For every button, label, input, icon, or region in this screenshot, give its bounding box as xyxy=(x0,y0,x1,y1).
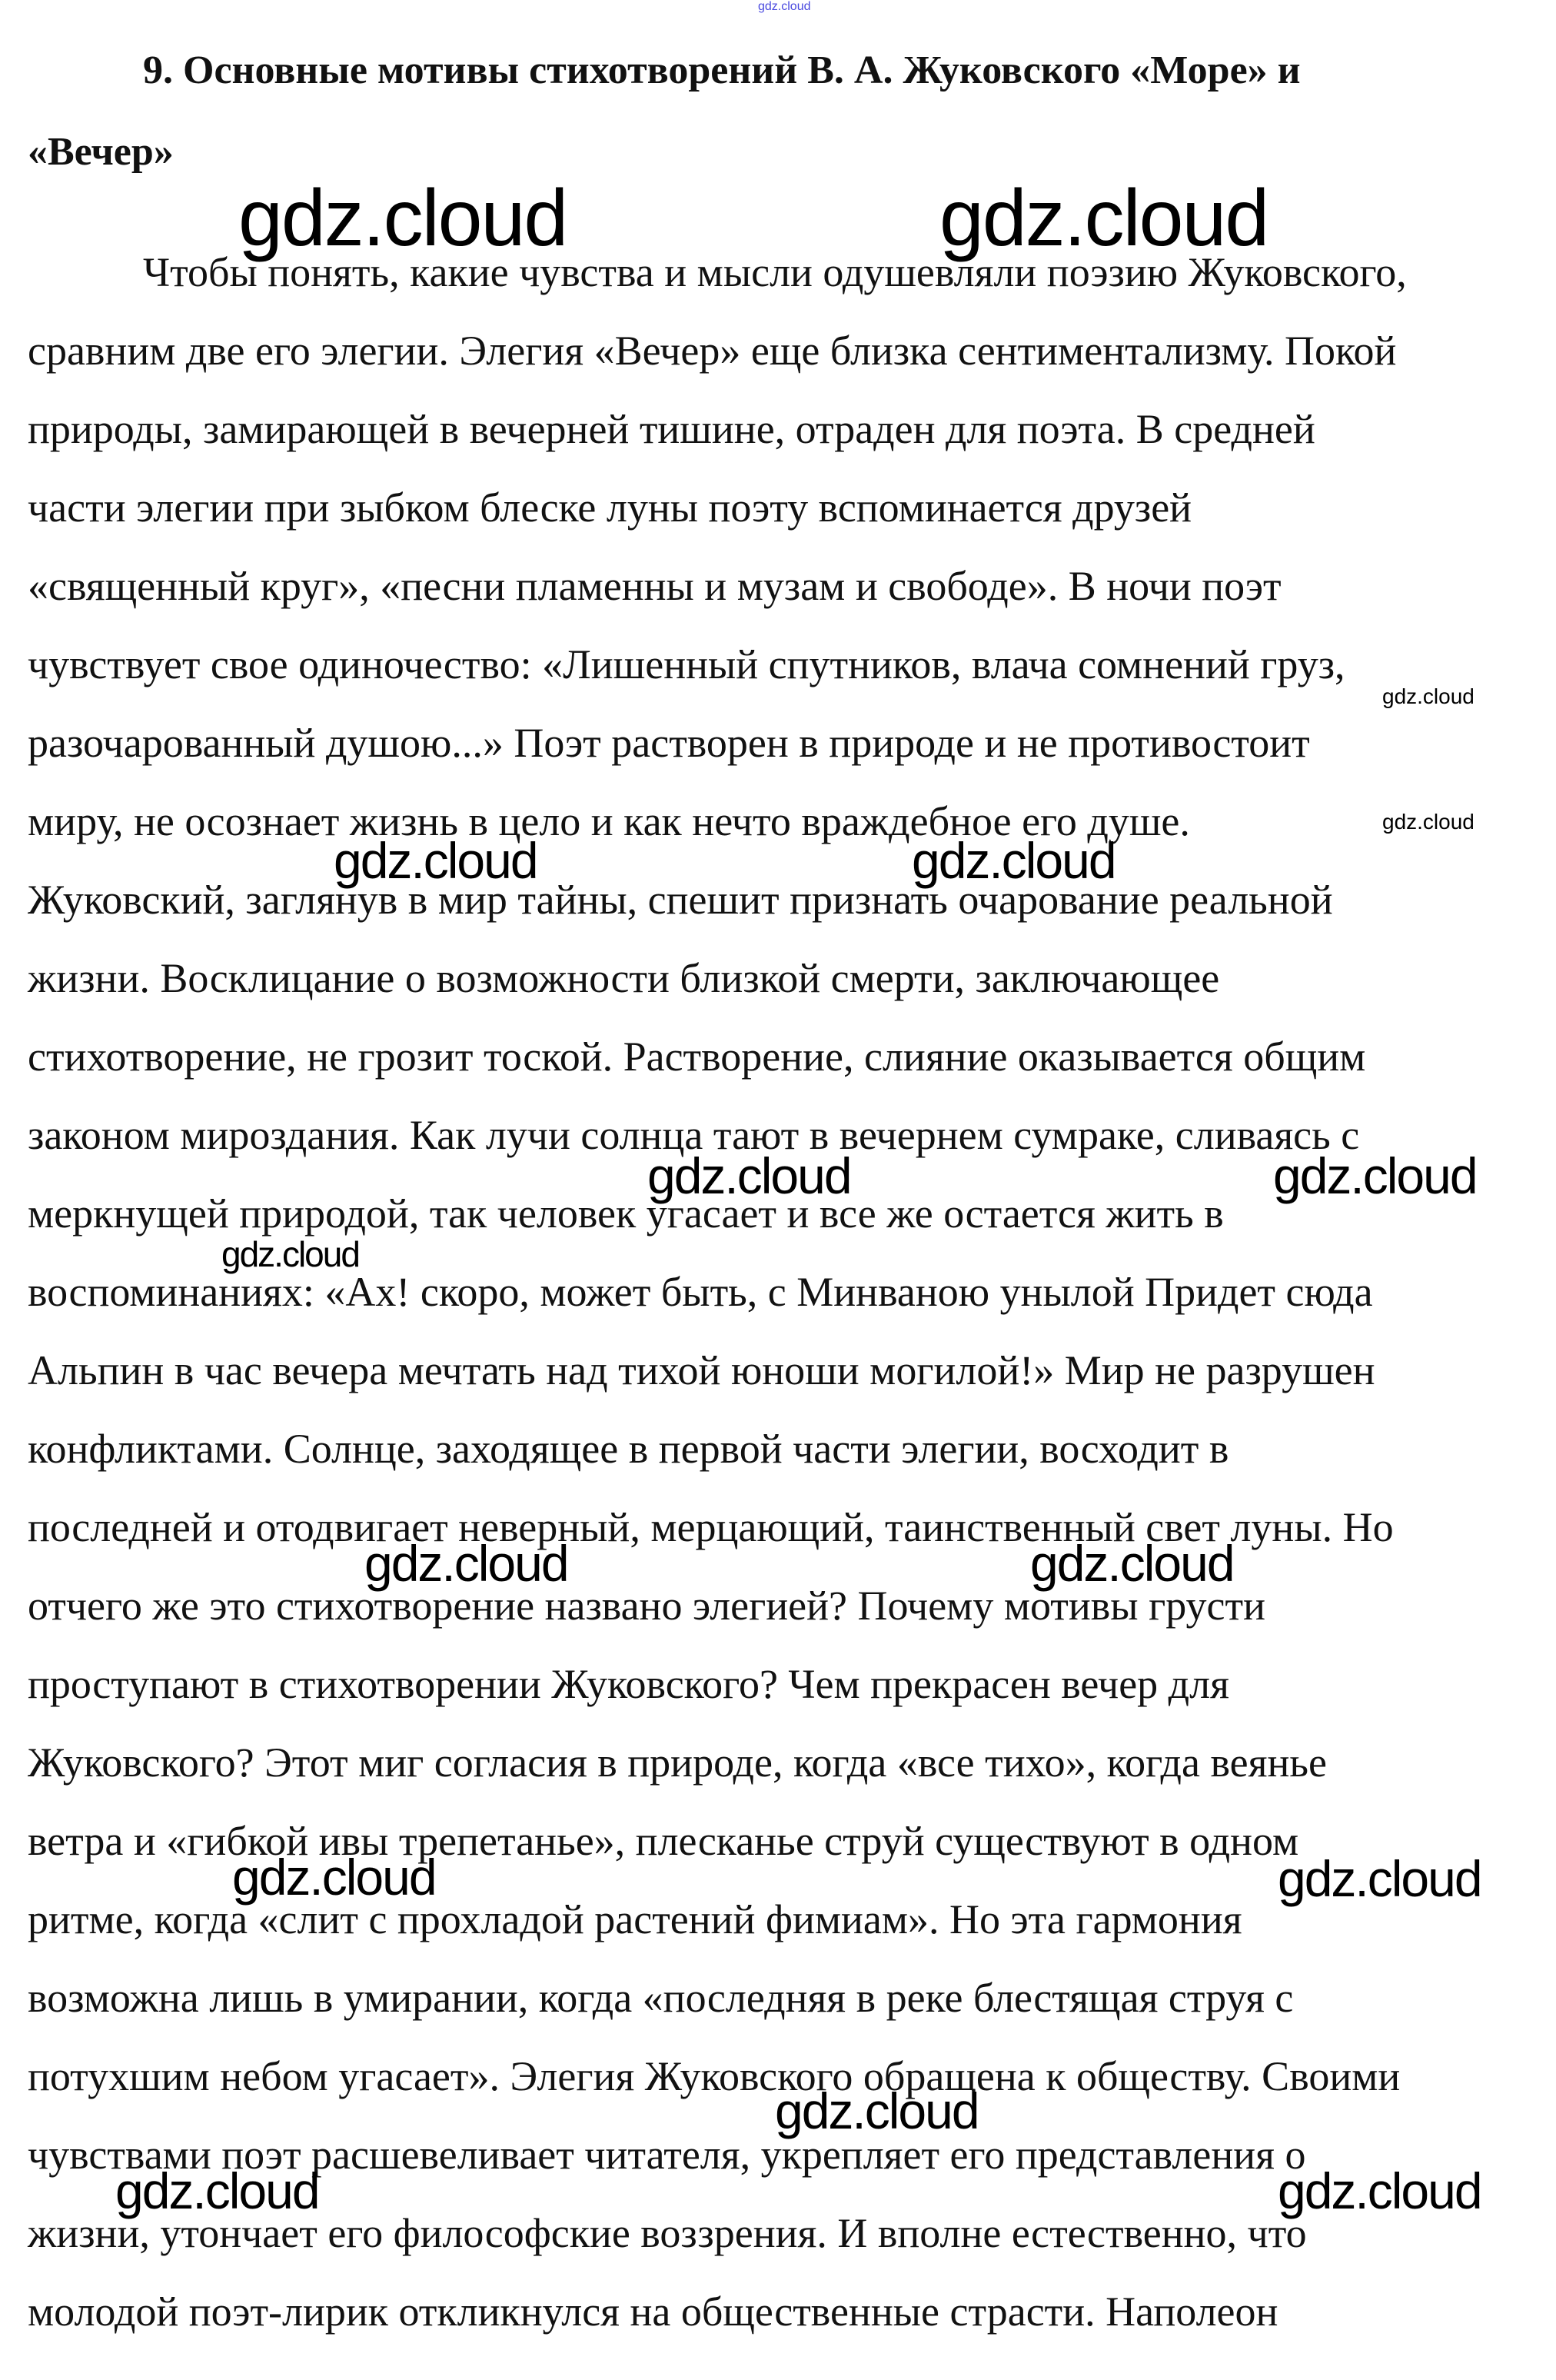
text-line: Жуковского? Этот миг согласия в природе, когда «все тихо», когда веянье xyxy=(28,1739,1327,1786)
text-line: жизни. Восклицание о возможности близкой смерти, заключающее xyxy=(28,955,1220,1001)
text-line: части элегии при зыбком блеске луны поэту вспоминается друзей xyxy=(28,484,1192,531)
text-line: сравним две его элегии. Элегия «Вечер» еще близка сентиментализму. Покой xyxy=(28,328,1397,374)
text-line: разочарованный душою...» Поэт растворен в природе и не противостоит xyxy=(28,720,1310,766)
watermark: gdz.cloud xyxy=(1382,684,1475,708)
text-line: потухшим небом угасает». Элегия Жуковского обращена к обществу. Своими xyxy=(28,2053,1401,2099)
text-line: ветра и «гибкой ивы трепетанье», плесканье струй существуют в одном xyxy=(28,1818,1299,1864)
watermark: gdz.cloud xyxy=(115,2162,319,2219)
text-line: воспоминаниях: «Ах! скоро, может быть, с Минваною унылой Придет сюда xyxy=(28,1269,1373,1315)
text-line: проступают в стихотворении Жуковского? Чем прекрасен вечер для xyxy=(28,1661,1229,1707)
text-line: Альпин в час вечера мечтать над тихой юноши могилой!» Мир не разрушен xyxy=(28,1347,1375,1393)
watermark: gdz.cloud xyxy=(1273,1147,1477,1204)
watermark: gdz.cloud xyxy=(1030,1535,1234,1592)
text-line: возможна лишь в умирании, когда «последняя в реке блестящая струя с xyxy=(28,1975,1294,2021)
watermark: gdz.cloud xyxy=(1278,2162,1481,2219)
text-line: чувствует свое одиночество: «Лишенный спутников, влача сомнений груз, xyxy=(28,641,1345,687)
text-line: конфликтами. Солнце, заходящее в первой части элегии, восходит в xyxy=(28,1426,1229,1472)
watermark: gdz.cloud xyxy=(775,2082,979,2139)
watermark: gdz.cloud xyxy=(334,832,537,889)
text-line: молодой поэт-лирик откликнулся на общественные страсти. Наполеон xyxy=(28,2288,1278,2335)
watermark: gdz.cloud xyxy=(1382,810,1475,834)
text-line: законом мироздания. Как лучи солнца тают в вечернем сумраке, сливаясь с xyxy=(28,1112,1360,1158)
text-line: Жуковский, заглянув в мир тайны, спешит признать очарование реальной xyxy=(28,877,1333,923)
watermark: gdz.cloud xyxy=(1278,1850,1481,1907)
text-line: отчего же это стихотворение названо элегией? Почему мотивы грусти xyxy=(28,1583,1265,1629)
watermark: gdz.cloud xyxy=(939,174,1268,263)
watermark: gdz.cloud xyxy=(238,174,567,263)
text-line: миру, не осознает жизнь в цело и как нечто враждебное его душе. xyxy=(28,798,1190,844)
document-body xyxy=(28,233,1542,2351)
document-title: 9. Основные мотивы стихотворений В. А. Жуковского «Море» и xyxy=(143,48,1301,92)
watermark: gdz.cloud xyxy=(232,1849,436,1906)
text-line: «священный круг», «песни пламенны и музам и свободе». В ночи поэт xyxy=(28,563,1282,609)
document-title-continued: «Вечер» xyxy=(28,130,174,174)
text-line: ритме, когда «слит с прохладой растений фимиам». Но эта гармония xyxy=(28,1896,1242,1942)
text-line: стихотворение, не грозит тоской. Растворение, слияние оказывается общим xyxy=(28,1034,1366,1080)
text-line: чувствами поэт расшевеливает читателя, укрепляет его представления о xyxy=(28,2132,1306,2178)
watermark: gdz.cloud xyxy=(364,1535,568,1592)
header-watermark: gdz.cloud xyxy=(758,0,811,13)
watermark: gdz.cloud xyxy=(647,1147,851,1204)
text-line: последней и отодвигает неверный, мерцающий, таинственный свет луны. Но xyxy=(28,1504,1394,1550)
text-line: Чтобы понять, какие чувства и мысли одушевляли поэзию Жуковского, xyxy=(143,249,1407,295)
text-line: жизни, утончает его философские воззрения. И вполне естественно, что xyxy=(28,2210,1307,2256)
text-line: меркнущей природой, так человек угасает и все же остается жить в xyxy=(28,1190,1224,1237)
watermark: gdz.cloud xyxy=(912,832,1115,889)
text-line: природы, замирающей в вечерней тишине, отраден для поэта. В средней xyxy=(28,406,1315,452)
watermark: gdz.cloud xyxy=(221,1234,359,1274)
